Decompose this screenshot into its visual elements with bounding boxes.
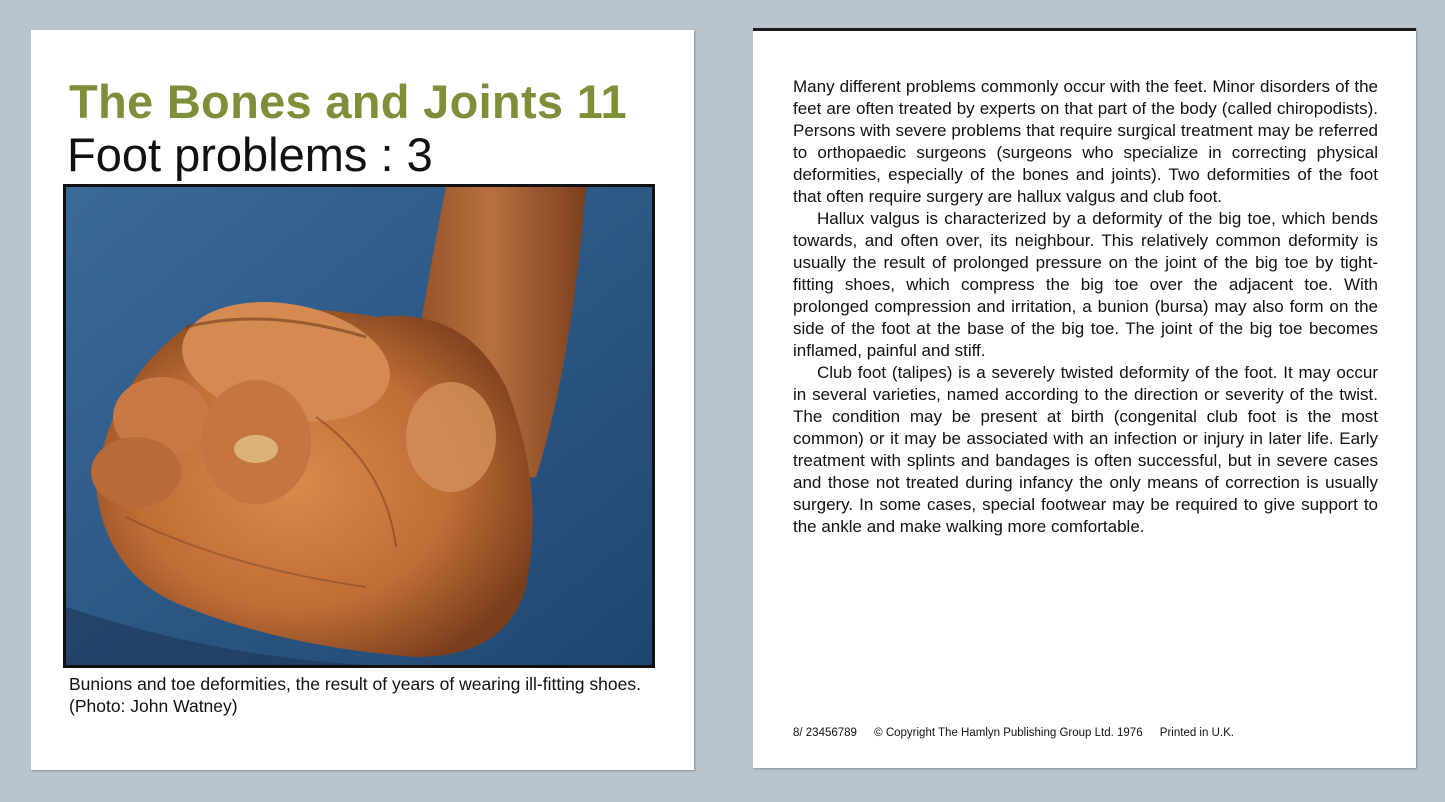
printed-in: Printed in U.K. bbox=[1159, 727, 1234, 739]
foot-illustration bbox=[66, 187, 652, 665]
card-code: 8/ 23456789 bbox=[793, 727, 857, 739]
card-text bbox=[793, 76, 1378, 538]
card-back bbox=[753, 28, 1416, 768]
foot-photo bbox=[63, 184, 655, 668]
copyright-notice: © Copyright The Hamlyn Publishing Group Ltd. 1976 bbox=[874, 727, 1143, 739]
card-footer bbox=[793, 727, 1383, 739]
paragraph: Many different problems commonly occur with the feet. Minor disorders of the feet are often treated by experts on that part of the body (called chiropodists). Persons with severe problems that require surgical treatment may be referred to orthopaedic surgeons (surgeons who specialize in correcting physical deformities, especially of the bones and joints). Two deformities of the foot that often require surgery are hallux valgus and club foot. bbox=[793, 77, 1378, 206]
series-title: The Bones and Joints 11 bbox=[69, 75, 627, 128]
photo-caption: Bunions and toe deformities, the result of years of wearing ill-fitting shoes. (Photo: John Watney) bbox=[69, 674, 641, 716]
card-front bbox=[31, 30, 694, 770]
subject-title: Foot problems : 3 bbox=[67, 128, 433, 181]
paragraph: Hallux valgus is characterized by a deformity of the big toe, which bends towards, and often over, its neighbour. This relatively common deformity is usually the result of prolonged pressure on the joint of the big toe by tight-fitting shoes, which compress the big toe over the adjacent toe. With prolonged compression and irritation, a bunion (bursa) may also form on the side of the foot at the base of the big toe. The joint of the big toe becomes inflamed, painful and stiff. bbox=[793, 209, 1378, 360]
paragraph: Club foot (talipes) is a severely twisted deformity of the foot. It may occur in several varieties, named according to the direction or severity of the twist. The condition may be present at birth (congenital club foot is the most common) or it may be associated with an infection or injury in later life. Early treatment with splints and bandages is often successful, but in severe cases and those not treated during infancy the only means of correction is usually surgery. In some cases, special footwear may be required to give support to the ankle and make walking more comfortable. bbox=[793, 363, 1378, 536]
